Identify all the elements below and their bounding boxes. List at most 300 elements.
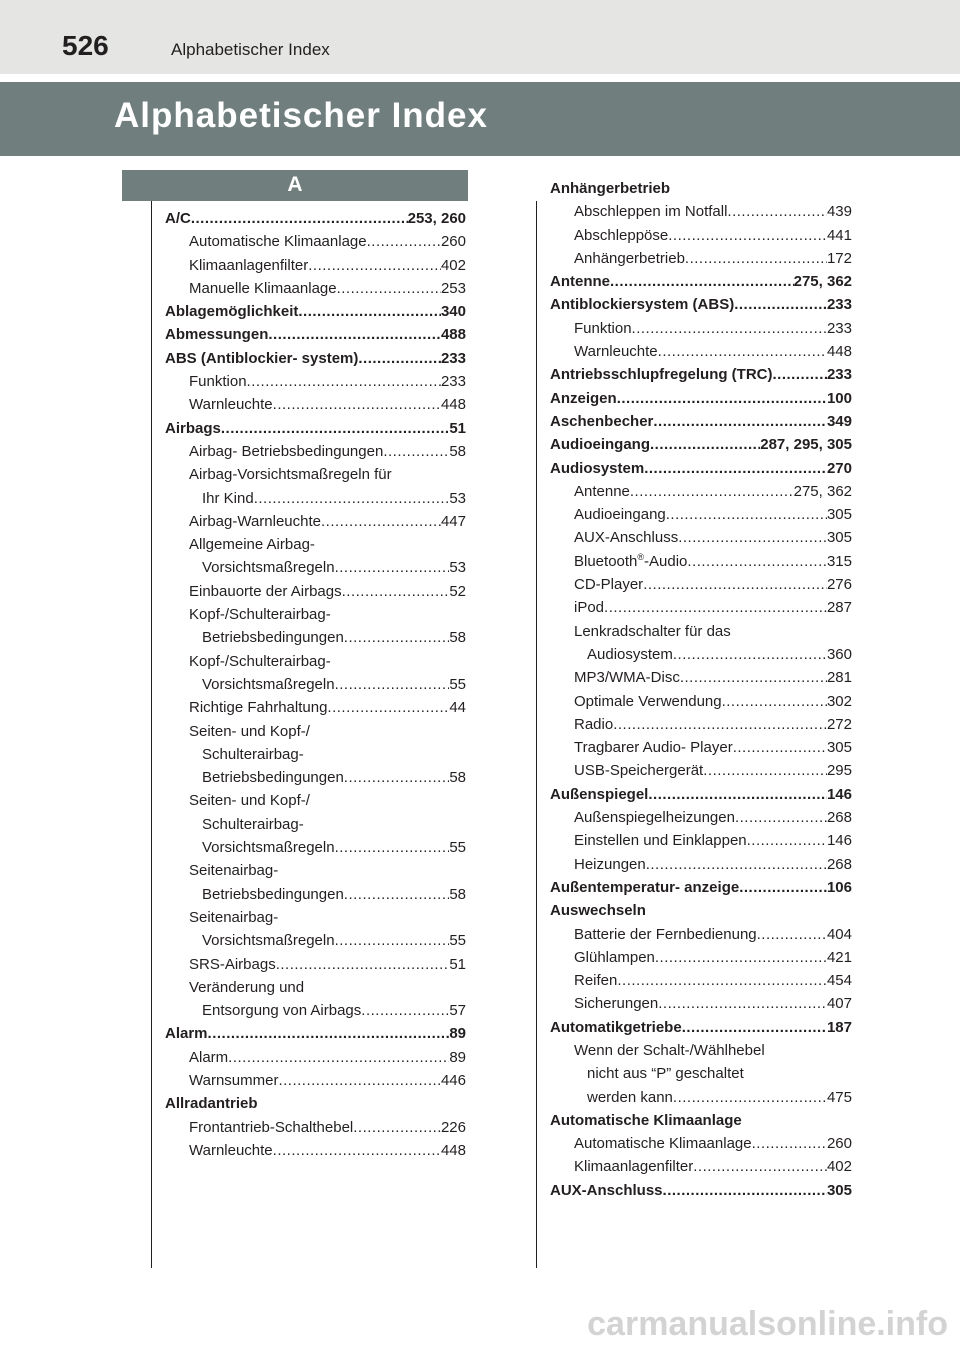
- index-subentry: [165, 789, 466, 812]
- dot-leader: [358, 347, 441, 370]
- index-subentry: [165, 440, 466, 463]
- entry-pages: 404: [826, 925, 852, 943]
- index-subentry: [165, 1139, 466, 1162]
- entry-pages: 340: [440, 303, 466, 321]
- dot-leader: [734, 293, 827, 316]
- index-subentry: [165, 999, 466, 1022]
- entry-term: Außentemperatur- anzeige: [550, 878, 740, 896]
- entry-term: Richtige Fahrhaltung: [189, 699, 328, 717]
- index-subentry: [550, 1155, 852, 1178]
- index-subentry: [165, 813, 466, 836]
- index-subentry: [550, 1132, 852, 1155]
- entry-pages: 58: [449, 885, 466, 903]
- index-subentry: [165, 254, 466, 277]
- index-entry: [550, 293, 852, 316]
- entry-term: Antenne: [574, 482, 630, 500]
- entry-pages: 106: [826, 878, 852, 896]
- entry-term: Audiosystem: [587, 645, 673, 663]
- entry-term: Airbags: [165, 419, 221, 437]
- dot-leader: [663, 1179, 827, 1202]
- index-entry: [550, 1016, 852, 1039]
- entry-term: Lenkradschalter für das: [574, 622, 731, 640]
- index-subentry: [165, 463, 466, 486]
- entry-pages: 275, 362: [793, 273, 852, 291]
- dot-leader: [367, 230, 441, 253]
- entry-pages: 272: [826, 715, 852, 733]
- entry-term: Antenne: [550, 273, 610, 291]
- index-subentry: [550, 317, 852, 340]
- dot-leader: [342, 580, 450, 603]
- entry-term: ABS (Antiblockier- system): [165, 349, 359, 367]
- dot-leader: [747, 829, 827, 852]
- entry-pages: 100: [826, 389, 852, 407]
- entry-term: Vorsichtsmaßregeln: [202, 559, 335, 577]
- dot-leader: [273, 393, 441, 416]
- index-subentry: [550, 224, 852, 247]
- entry-term: Schulterairbag-: [202, 815, 304, 833]
- entry-pages: 315: [826, 552, 852, 570]
- index-subentry: [550, 1062, 852, 1085]
- index-entry: [550, 457, 852, 480]
- entry-term: Sicherungen: [574, 995, 659, 1013]
- dot-leader: [757, 923, 827, 946]
- entry-term: Alarm: [189, 1048, 229, 1066]
- entry-pages: 53: [449, 559, 466, 577]
- entry-term: Außenspiegel: [550, 785, 649, 803]
- entry-pages: 233: [826, 366, 852, 384]
- entry-term: Einstellen und Einklappen: [574, 832, 747, 850]
- index-subentry: [550, 713, 852, 736]
- dot-leader: [735, 806, 827, 829]
- index-entry: [550, 410, 852, 433]
- entry-pages: 287: [826, 599, 852, 617]
- entry-term: Automatische Klimaanlage: [189, 233, 367, 251]
- index-subentry: [165, 673, 466, 696]
- index-subentry: [550, 923, 852, 946]
- entry-pages: 305: [826, 529, 852, 547]
- entry-term: Abschleppen im Notfall: [574, 203, 728, 221]
- index-entry: [550, 433, 852, 456]
- entry-term: Veränderung und: [189, 978, 305, 996]
- entry-pages: 488: [440, 326, 466, 344]
- entry-term: Anzeigen: [550, 389, 617, 407]
- entry-pages: 146: [826, 832, 852, 850]
- index-entry: [550, 363, 852, 386]
- dot-leader: [247, 370, 441, 393]
- entry-pages: 446: [440, 1071, 466, 1089]
- dot-leader: [191, 207, 408, 230]
- entry-term: Glühlampen: [574, 948, 655, 966]
- entry-term: Klimaanlagenfilter: [189, 256, 309, 274]
- entry-term: Bluetooth®-Audio: [574, 551, 688, 570]
- entry-term: Warnleuchte: [189, 396, 273, 414]
- entry-term: Allradantrieb: [165, 1095, 258, 1113]
- entry-pages: 89: [449, 1025, 466, 1043]
- entry-pages: 58: [449, 629, 466, 647]
- entry-pages: 233: [440, 373, 466, 391]
- index-subentry: [550, 736, 852, 759]
- dot-leader: [630, 480, 794, 503]
- index-subentry: [550, 666, 852, 689]
- index-subentry: [550, 247, 852, 270]
- entry-term: Reifen: [574, 972, 618, 990]
- entry-term: AUX-Anschluss: [574, 529, 679, 547]
- watermark-text: carmanualsonline.info: [587, 1305, 948, 1343]
- dot-leader: [703, 759, 827, 782]
- entry-pages: 360: [826, 645, 852, 663]
- entry-pages: 276: [826, 576, 852, 594]
- dot-leader: [646, 853, 827, 876]
- dot-leader: [643, 573, 827, 596]
- dot-leader: [752, 1132, 827, 1155]
- entry-pages: 260: [440, 233, 466, 251]
- dot-leader: [650, 433, 760, 456]
- entry-pages: 51: [449, 955, 466, 973]
- dot-leader: [383, 440, 449, 463]
- dot-leader: [668, 224, 827, 247]
- entry-pages: 268: [826, 809, 852, 827]
- index-subentry: [550, 480, 852, 503]
- dot-leader: [673, 1086, 827, 1109]
- dot-leader: [268, 323, 441, 346]
- entry-term: Airbag- Betriebsbedingungen: [189, 442, 384, 460]
- entry-term: Airbag-Vorsichtsmaßregeln für: [189, 466, 392, 484]
- entry-pages: 448: [826, 343, 852, 361]
- entry-pages: 349: [826, 412, 852, 430]
- entry-term: Alarm: [165, 1025, 208, 1043]
- entry-term: Entsorgung von Airbags: [202, 1002, 362, 1020]
- entry-pages: 447: [440, 512, 466, 530]
- entry-pages: 454: [826, 972, 852, 990]
- entry-pages: 302: [826, 692, 852, 710]
- dot-leader: [632, 317, 827, 340]
- entry-pages: 402: [826, 1158, 852, 1176]
- index-subentry: [165, 859, 466, 882]
- entry-term: Allgemeine Airbag-: [189, 536, 315, 554]
- entry-pages: 305: [826, 1181, 852, 1199]
- entry-pages: 407: [826, 995, 852, 1013]
- entry-term: Betriebsbedingungen: [202, 629, 344, 647]
- entry-pages: 260: [826, 1135, 852, 1153]
- entry-pages: 253: [440, 279, 466, 297]
- dot-leader: [680, 666, 827, 689]
- index-subentry: [550, 503, 852, 526]
- running-title: Alphabetischer Index: [171, 40, 330, 59]
- dot-leader: [337, 277, 441, 300]
- index-subentry: [165, 277, 466, 300]
- entry-pages: 51: [449, 419, 466, 437]
- entry-term: Anhängerbetrieb: [550, 180, 671, 197]
- index-entry: [165, 323, 466, 346]
- dot-leader: [335, 929, 450, 952]
- index-subentry: [165, 1116, 466, 1139]
- dot-leader: [335, 836, 450, 859]
- index-subentry: [165, 510, 466, 533]
- index-subentry: [550, 550, 852, 573]
- entry-term: Seitenairbag-: [189, 908, 279, 926]
- entry-term: Audioeingang: [550, 436, 650, 454]
- index-subentry: [550, 620, 852, 643]
- dot-leader: [648, 783, 827, 806]
- entry-pages: 275, 362: [793, 482, 852, 500]
- entry-term: Automatische Klimaanlage: [574, 1135, 752, 1153]
- entry-term: iPod: [574, 599, 605, 617]
- index-subentry: [550, 340, 852, 363]
- entry-term: USB-Speichergerät: [574, 762, 704, 780]
- index-subentry: [550, 1086, 852, 1109]
- dot-leader: [298, 300, 441, 323]
- registered-mark: ®: [637, 551, 645, 562]
- index-entry: [550, 177, 852, 200]
- index-subentry: [550, 946, 852, 969]
- dot-leader: [658, 992, 827, 1015]
- entry-term: Abschleppöse: [574, 226, 669, 244]
- index-subentry: [550, 690, 852, 713]
- entry-term: Warnsummer: [189, 1071, 279, 1089]
- index-subentry: [165, 603, 466, 626]
- index-subentry: [165, 370, 466, 393]
- entry-pages: 226: [440, 1118, 466, 1136]
- entry-term: Ablagemöglichkeit: [165, 303, 299, 321]
- entry-term: Kopf-/Schulterairbag-: [189, 606, 331, 624]
- entry-term: Abmessungen: [165, 326, 269, 344]
- dot-leader: [613, 713, 827, 736]
- page-number: 526: [62, 30, 109, 61]
- entry-term: Optimale Verwendung: [574, 692, 722, 710]
- page-title: Alphabetischer Index: [114, 96, 488, 135]
- index-subentry: [550, 992, 852, 1015]
- dot-leader: [321, 510, 441, 533]
- entry-term: Seiten- und Kopf-/: [189, 722, 310, 740]
- entry-term: Wenn der Schalt-/Wählhebel: [574, 1041, 765, 1059]
- dot-leader: [693, 1155, 827, 1178]
- watermark: [0, 1305, 960, 1348]
- entry-pages: 58: [449, 769, 466, 787]
- entry-pages: 421: [826, 948, 852, 966]
- entry-term: Manuelle Klimaanlage: [189, 279, 337, 297]
- dot-leader: [276, 953, 450, 976]
- header-bar: [0, 0, 960, 74]
- dot-leader: [722, 690, 827, 713]
- entry-term: AUX-Anschluss: [550, 1181, 663, 1199]
- title-band: [0, 82, 960, 156]
- index-entry: [165, 417, 466, 440]
- dot-leader: [604, 596, 827, 619]
- dot-leader: [682, 1016, 827, 1039]
- entry-term: Frontantrieb-Schalthebel: [189, 1118, 354, 1136]
- dot-leader: [617, 387, 827, 410]
- entry-pages: 448: [440, 1141, 466, 1159]
- entry-term: Klimaanlagenfilter: [574, 1158, 694, 1176]
- index-entry: [550, 270, 852, 293]
- entry-term: SRS-Airbags: [189, 955, 276, 973]
- dot-leader: [344, 626, 450, 649]
- entry-pages: 402: [440, 256, 466, 274]
- entry-term: Antiblockiersystem (ABS): [550, 296, 735, 314]
- dot-leader: [727, 200, 827, 223]
- index-subentry: [165, 766, 466, 789]
- index-entry: [550, 783, 852, 806]
- index-entry: [550, 1179, 852, 1202]
- index-entry: [165, 207, 466, 230]
- index-subentry: [165, 1069, 466, 1092]
- entry-term: Anhängerbetrieb: [574, 249, 685, 267]
- entry-pages: 55: [449, 932, 466, 950]
- entry-term: Audioeingang: [574, 506, 666, 524]
- entry-term: MP3/WMA-Disc: [574, 669, 680, 687]
- entry-pages: 233: [440, 349, 466, 367]
- dot-leader: [733, 736, 827, 759]
- index-subentry: [165, 929, 466, 952]
- dot-leader: [278, 1069, 441, 1092]
- entry-term: Vorsichtsmaßregeln: [202, 932, 335, 950]
- dot-leader: [610, 270, 794, 293]
- index-subentry: [165, 906, 466, 929]
- dot-leader: [344, 766, 450, 789]
- index-subentry: [550, 526, 852, 549]
- entry-term: Heizungen: [574, 855, 646, 873]
- dot-leader: [653, 410, 827, 433]
- entry-term: Airbag-Warnleuchte: [189, 512, 322, 530]
- entry-term: Funktion: [189, 373, 247, 391]
- index-subentry: [165, 556, 466, 579]
- entry-term: Audiosystem: [550, 459, 645, 477]
- entry-term: Warnleuchte: [189, 1141, 273, 1159]
- entry-term: Schulterairbag-: [202, 745, 304, 763]
- dot-leader: [208, 1022, 450, 1045]
- entry-term: nicht aus “P” geschaltet: [587, 1065, 744, 1083]
- index-subentry: [165, 487, 466, 510]
- entry-term: Antriebsschlupfregelung (TRC): [550, 366, 773, 384]
- dot-leader: [739, 876, 827, 899]
- index-subentry: [165, 976, 466, 999]
- entry-pages: 233: [826, 296, 852, 314]
- entry-pages: 305: [826, 506, 852, 524]
- index-subentry: [550, 643, 852, 666]
- entry-term: Aschenbecher: [550, 412, 654, 430]
- entry-pages: 233: [826, 319, 852, 337]
- dot-leader: [273, 1139, 441, 1162]
- dot-leader: [655, 946, 827, 969]
- index-subentry: [165, 650, 466, 673]
- dot-leader: [687, 550, 827, 573]
- index-subentry: [165, 230, 466, 253]
- entry-pages: 287, 295, 305: [760, 436, 852, 454]
- entry-pages: 58: [449, 442, 466, 460]
- entry-term: Kopf-/Schulterairbag-: [189, 652, 331, 670]
- entry-pages: 53: [449, 489, 466, 507]
- dot-leader: [678, 526, 827, 549]
- index-entry: [550, 899, 852, 922]
- index-entry: [165, 1092, 466, 1115]
- dot-leader: [308, 254, 441, 277]
- entry-pages: 57: [449, 1002, 466, 1020]
- entry-pages: 475: [826, 1088, 852, 1106]
- entry-pages: 448: [440, 396, 466, 414]
- entry-term: werden kann: [587, 1088, 673, 1106]
- index-subentry: [165, 743, 466, 766]
- index-subentry: [165, 533, 466, 556]
- entry-term: Radio: [574, 715, 614, 733]
- entry-pages: 268: [826, 855, 852, 873]
- entry-term: Seitenairbag-: [189, 862, 279, 880]
- dot-leader: [773, 363, 827, 386]
- column-divider-left: [151, 201, 152, 1268]
- index-subentry: [550, 596, 852, 619]
- entry-term: CD-Player: [574, 576, 644, 594]
- entry-term: Einbauorte der Airbags: [189, 582, 342, 600]
- dot-leader: [644, 457, 827, 480]
- entry-term: Betriebsbedingungen: [202, 885, 344, 903]
- index-subentry: [165, 393, 466, 416]
- index-subentry: [165, 720, 466, 743]
- entry-pages: 281: [826, 669, 852, 687]
- entry-pages: 441: [826, 226, 852, 244]
- dot-leader: [617, 969, 827, 992]
- index-subentry: [165, 1046, 466, 1069]
- index-subentry: [165, 580, 466, 603]
- entry-pages: 270: [826, 459, 852, 477]
- index-subentry: [550, 573, 852, 596]
- dot-leader: [335, 556, 450, 579]
- index-subentry: [550, 853, 852, 876]
- entry-term: Warnleuchte: [574, 343, 658, 361]
- index-entry: [165, 1022, 466, 1045]
- entry-pages: 439: [826, 203, 852, 221]
- index-subentry: [550, 1039, 852, 1062]
- index-entry: [550, 387, 852, 410]
- column-divider-right: [536, 201, 537, 1268]
- entry-term: Automatikgetriebe: [550, 1018, 682, 1036]
- index-subentry: [550, 806, 852, 829]
- entry-term: Vorsichtsmaßregeln: [202, 839, 335, 857]
- entry-term: Automatische Klimaanlage: [550, 1111, 742, 1129]
- index-subentry: [165, 883, 466, 906]
- dot-leader: [658, 340, 827, 363]
- entry-pages: 52: [449, 582, 466, 600]
- entry-term: Funktion: [574, 319, 632, 337]
- entry-pages: 89: [449, 1048, 466, 1066]
- entry-pages: 44: [449, 699, 466, 717]
- entry-term: Ihr Kind: [202, 489, 254, 507]
- entry-term: Auswechseln: [550, 902, 646, 920]
- entry-term: Außenspiegelheizungen: [574, 809, 735, 827]
- index-subentry: [165, 953, 466, 976]
- entry-pages: 187: [826, 1018, 852, 1036]
- dot-leader: [344, 883, 450, 906]
- dot-leader: [335, 673, 450, 696]
- index-entry: [165, 347, 466, 370]
- index-entry: [550, 876, 852, 899]
- index-subentry: [550, 200, 852, 223]
- index-column-right: [550, 177, 852, 1202]
- entry-pages: 295: [826, 762, 852, 780]
- entry-pages: 253, 260: [407, 210, 466, 227]
- dot-leader: [666, 503, 827, 526]
- index-subentry: [165, 696, 466, 719]
- dot-leader: [221, 417, 449, 440]
- dot-leader: [327, 696, 449, 719]
- dot-leader: [228, 1046, 449, 1069]
- dot-leader: [254, 487, 450, 510]
- index-column-left: [165, 207, 466, 1162]
- entry-term: Betriebsbedingungen: [202, 769, 344, 787]
- entry-pages: 55: [449, 839, 466, 857]
- index-entry: [165, 300, 466, 323]
- index-subentry: [165, 836, 466, 859]
- index-subentry: [550, 759, 852, 782]
- index-subentry: [550, 969, 852, 992]
